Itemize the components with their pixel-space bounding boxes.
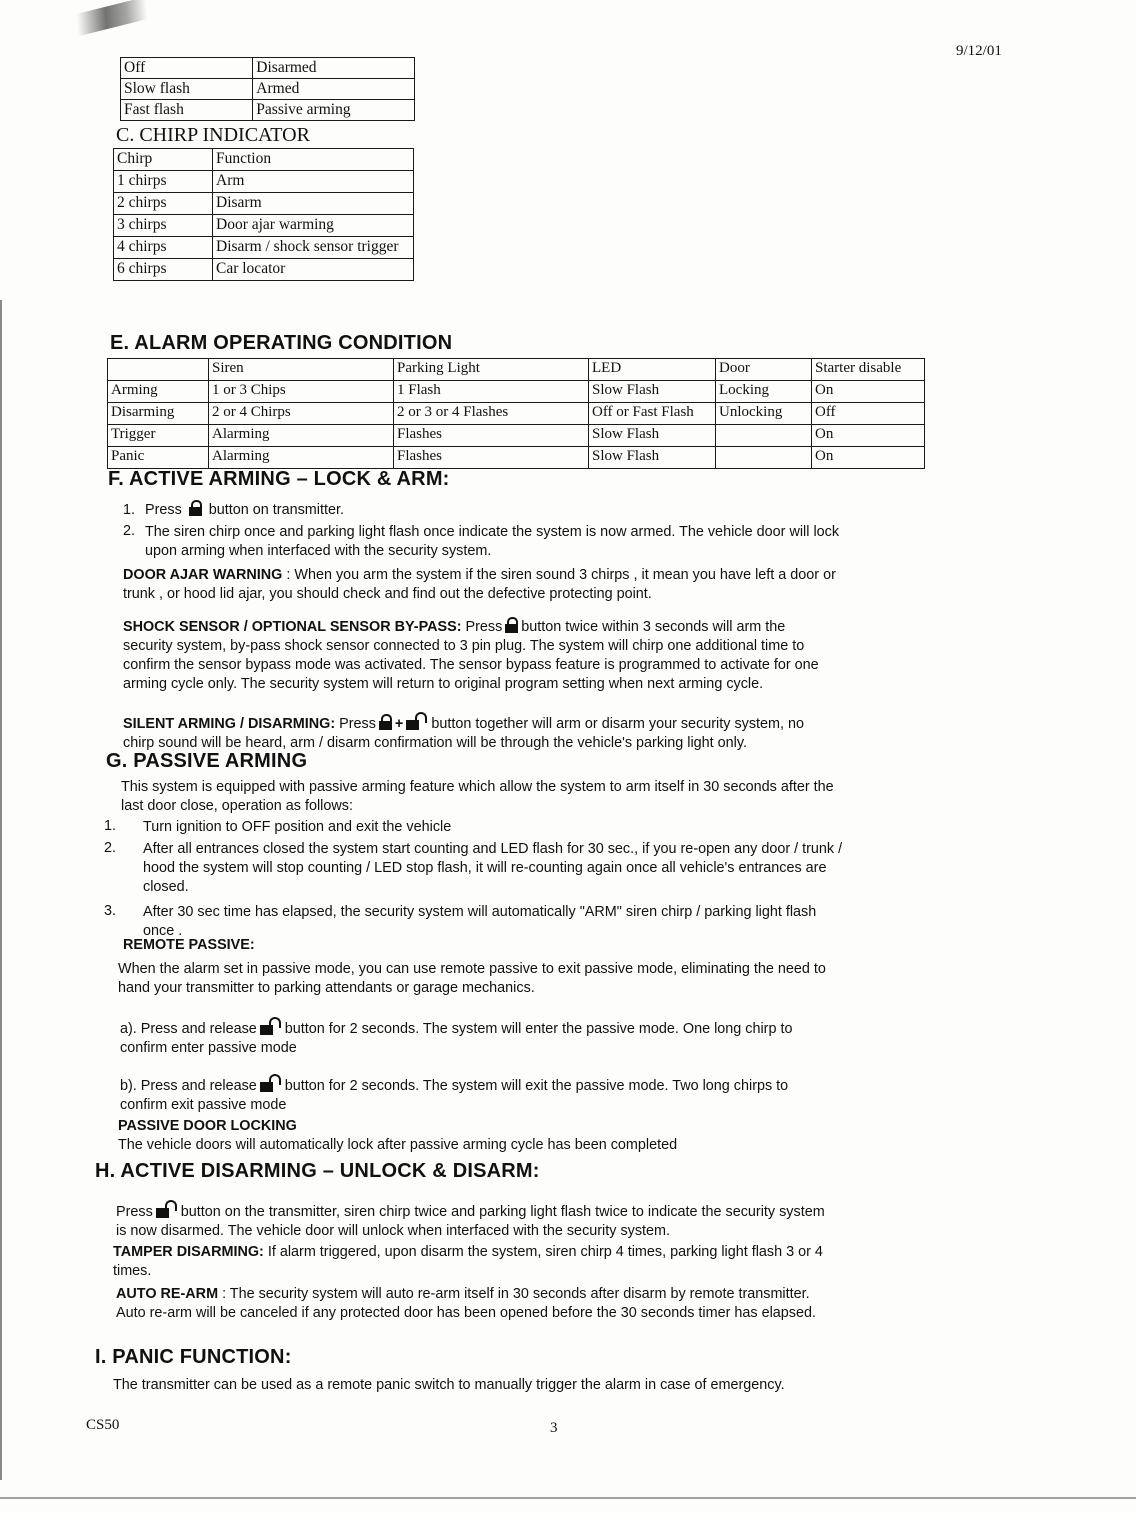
table-cell: Disarmed <box>253 58 415 79</box>
silent-arming <box>123 712 1023 753</box>
column-header <box>108 359 209 381</box>
text-fragment: b). Press and release <box>120 1078 257 1094</box>
table-cell: Trigger <box>108 425 209 447</box>
chirp-indicator-heading: C. CHIRP INDICATOR <box>116 124 310 146</box>
table-cell: 2 chirps <box>114 193 213 215</box>
table-cell: Alarming <box>209 447 394 469</box>
step-text: Press <box>145 502 182 518</box>
text-line: hand your transmitter to parking attendants or garage mechanics. <box>118 980 535 996</box>
text-line: closed. <box>143 879 189 895</box>
text-line: This system is equipped with passive arming feature which allow the system to arm itself in 30 seconds after the <box>121 779 834 795</box>
table-header-row <box>114 149 414 171</box>
text-line: times. <box>113 1263 152 1279</box>
table-cell: Fast flash <box>121 100 253 121</box>
text-line: last door close, operation as follows: <box>121 798 353 814</box>
remote-passive-a <box>120 1017 1020 1058</box>
arming-step-1 <box>145 500 344 520</box>
table-cell: Locking <box>716 381 812 403</box>
table-cell: 2 or 3 or 4 Flashes <box>394 403 589 425</box>
lock-button-icon <box>189 500 202 516</box>
door-ajar-warning <box>123 566 1023 604</box>
scan-edge-left <box>0 300 2 1480</box>
text-line: is now disarmed. The vehicle door will unlock when interfaced with the security system. <box>116 1223 671 1239</box>
text-line: once . <box>143 923 183 939</box>
note-label: TAMPER DISARMING: <box>113 1244 264 1260</box>
table-cell: Alarming <box>209 425 394 447</box>
note-label: SILENT ARMING / DISARMING: <box>123 716 336 732</box>
table-cell: Arm <box>213 171 414 193</box>
column-header: Function <box>213 149 414 171</box>
text-line: hood the system will stop counting / LED stop flash, it will re-counting again once all vehicle's entrances are <box>143 860 827 876</box>
text-line: confirm enter passive mode <box>120 1040 297 1056</box>
text-fragment: button for 2 seconds. The system will enter the passive mode. One long chirp to <box>284 1021 793 1037</box>
table-cell: 1 or 3 Chips <box>209 381 394 403</box>
lock-button-icon <box>379 714 392 730</box>
table-cell: 1 Flash <box>394 381 589 403</box>
table-cell: On <box>812 447 925 469</box>
table-row <box>121 79 415 100</box>
passive-door-locking <box>118 1117 1018 1155</box>
passive-arming-heading: G. PASSIVE ARMING <box>106 750 308 772</box>
scan-edge-bottom <box>0 1497 1136 1499</box>
table-cell: Disarming <box>108 403 209 425</box>
text-fragment: Press <box>339 716 376 732</box>
table-cell: Armed <box>253 79 415 100</box>
remote-passive-b <box>120 1074 1020 1115</box>
text-line: After all entrances closed the system start counting and LED flash for 30 sec., if you re-open any door / trunk / <box>143 841 843 857</box>
table-row <box>114 237 414 259</box>
panic-function-text: The transmitter can be used as a remote panic switch to manually trigger the alarm in case of emergency. <box>113 1377 785 1393</box>
table-row <box>121 100 415 121</box>
unlock-button-icon <box>406 712 428 730</box>
table-cell: Off <box>121 58 253 79</box>
passive-intro <box>121 778 1021 816</box>
column-header: Siren <box>209 359 394 381</box>
auto-rearm <box>116 1285 1021 1323</box>
page-date: 9/12/01 <box>956 43 1002 59</box>
table-cell: Slow Flash <box>589 425 716 447</box>
passive-step-2 <box>143 840 1023 897</box>
text-line: When the alarm set in passive mode, you can use remote passive to exit passive mode, eliminating the need to <box>118 961 826 977</box>
text-line: trunk , or hood lid ajar, you should check and find out the defective protecting point. <box>123 586 652 602</box>
table-cell: 1 chirps <box>114 171 213 193</box>
list-number: 2. <box>104 840 117 856</box>
table-cell <box>716 425 812 447</box>
table-cell: On <box>812 381 925 403</box>
note-label: REMOTE PASSIVE: <box>123 937 255 953</box>
step-text: button on transmitter. <box>208 502 344 518</box>
lock-button-icon <box>505 617 518 633</box>
table-cell <box>716 447 812 469</box>
text-line: arming cycle only. The security system will return to original program setting when next arming cycle. <box>123 676 764 692</box>
table-cell: Off or Fast Flash <box>589 403 716 425</box>
note-label: DOOR AJAR WARNING <box>123 567 283 583</box>
note-label: AUTO RE-ARM <box>116 1286 219 1302</box>
unlock-button-icon <box>260 1017 282 1035</box>
note-label: PASSIVE DOOR LOCKING <box>118 1118 297 1134</box>
text-line: Turn ignition to OFF position and exit the vehicle <box>143 819 452 835</box>
scan-smudge <box>69 0 152 37</box>
text-fragment: : The security system will auto re-arm itself in 30 seconds after disarm by remote transmitter. <box>222 1286 810 1302</box>
text-line: The siren chirp once and parking light flash once indicate the system is now armed. The vehicle door will lock <box>145 524 840 540</box>
table-cell: Flashes <box>394 425 589 447</box>
text-line: chirp sound will be heard, arm / disarm confirmation will be through the vehicle's parking light only. <box>123 735 747 751</box>
table-cell: Panic <box>108 447 209 469</box>
table-row <box>108 381 925 403</box>
text-fragment: a). Press and release <box>120 1021 257 1037</box>
list-number: 2. <box>123 523 136 539</box>
table-header-row <box>108 359 925 381</box>
table-cell: Passive arming <box>253 100 415 121</box>
tamper-disarming <box>113 1243 1018 1281</box>
text-fragment: button for 2 seconds. The system will exit the passive mode. Two long chirps to <box>284 1078 789 1094</box>
table-row <box>114 259 414 281</box>
text-line: Auto re-arm will be canceled if any protected door has been opened before the 30 seconds timer has elapsed. <box>116 1305 816 1321</box>
unlock-button-icon <box>156 1200 178 1218</box>
table-cell: Door ajar warming <box>213 215 414 237</box>
text-fragment: If alarm triggered, upon disarm the system, siren chirp 4 times, parking light flash 3 or 4 <box>267 1244 823 1260</box>
disarm-press <box>116 1200 1021 1241</box>
table-cell: Off <box>812 403 925 425</box>
table-cell: Slow flash <box>121 79 253 100</box>
table-cell: Flashes <box>394 447 589 469</box>
table-cell: Slow Flash <box>589 381 716 403</box>
text-fragment: button together will arm or disarm your security system, no <box>431 716 805 732</box>
table-row <box>108 425 925 447</box>
table-cell: Unlocking <box>716 403 812 425</box>
note-label: SHOCK SENSOR / OPTIONAL SENSOR BY-PASS: <box>123 619 462 635</box>
passive-step-1 <box>143 818 1023 837</box>
list-number: 3. <box>104 903 117 919</box>
table-cell: 3 chirps <box>114 215 213 237</box>
text-line: upon arming when interfaced with the security system. <box>145 543 492 559</box>
list-number: 1. <box>104 818 117 834</box>
text-fragment: Press <box>116 1204 153 1220</box>
column-header: Door <box>716 359 812 381</box>
table-cell: Car locator <box>213 259 414 281</box>
table-row <box>114 171 414 193</box>
table-row <box>108 403 925 425</box>
text-line: : When you arm the system if the siren sound 3 chirps , it mean you have left a door or <box>286 567 836 583</box>
list-number: 1. <box>123 502 136 518</box>
active-arming-heading: F. ACTIVE ARMING – LOCK & ARM: <box>108 468 450 490</box>
text-fragment: button twice within 3 seconds will arm the <box>521 619 786 635</box>
text-line: confirm exit passive mode <box>120 1097 287 1113</box>
table-cell: On <box>812 425 925 447</box>
column-header: Chirp <box>114 149 213 171</box>
unlock-button-icon <box>260 1074 282 1092</box>
text-line: After 30 sec time has elapsed, the security system will automatically "ARM" siren chirp / parking light flash <box>143 904 817 920</box>
table-cell: 2 or 4 Chirps <box>209 403 394 425</box>
page-number: 3 <box>550 1420 558 1436</box>
table-row <box>121 58 415 79</box>
arming-step-2 <box>145 523 1025 561</box>
column-header: LED <box>589 359 716 381</box>
table-row <box>108 447 925 469</box>
alarm-condition-table <box>107 358 925 469</box>
text-line: security system, by-pass shock sensor connected to 3 pin plug. The system will chirp one additional time to <box>123 638 805 654</box>
table-row <box>114 193 414 215</box>
text-fragment: button on the transmitter, siren chirp twice and parking light flash twice to indicate the security system <box>180 1204 825 1220</box>
remote-passive-label <box>123 936 255 955</box>
column-header: Parking Light <box>394 359 589 381</box>
table-cell: Arming <box>108 381 209 403</box>
table-cell: Slow Flash <box>589 447 716 469</box>
shock-sensor-bypass <box>123 617 1023 694</box>
passive-step-3 <box>143 903 1023 941</box>
chirp-indicator-table <box>113 148 414 281</box>
table-cell: 4 chirps <box>114 237 213 259</box>
alarm-condition-heading: E. ALARM OPERATING CONDITION <box>110 332 453 354</box>
text-line: confirm the sensor bypass mode was activated. The sensor bypass feature is programmed to activate for one <box>123 657 819 673</box>
text-fragment: Press <box>465 619 503 635</box>
remote-passive-text <box>118 960 1018 998</box>
table-cell: 6 chirps <box>114 259 213 281</box>
plus-sign: + <box>394 716 404 732</box>
table-cell: Disarm / shock sensor trigger <box>213 237 414 259</box>
table-row <box>114 215 414 237</box>
panic-function-heading: I. PANIC FUNCTION: <box>95 1346 292 1368</box>
table-cell: Disarm <box>213 193 414 215</box>
footer-model: CS50 <box>86 1417 120 1433</box>
led-state-table <box>120 57 415 121</box>
column-header: Starter disable <box>812 359 925 381</box>
active-disarming-heading: H. ACTIVE DISARMING – UNLOCK & DISARM: <box>95 1160 540 1182</box>
text-line: The vehicle doors will automatically lock after passive arming cycle has been completed <box>118 1137 678 1153</box>
